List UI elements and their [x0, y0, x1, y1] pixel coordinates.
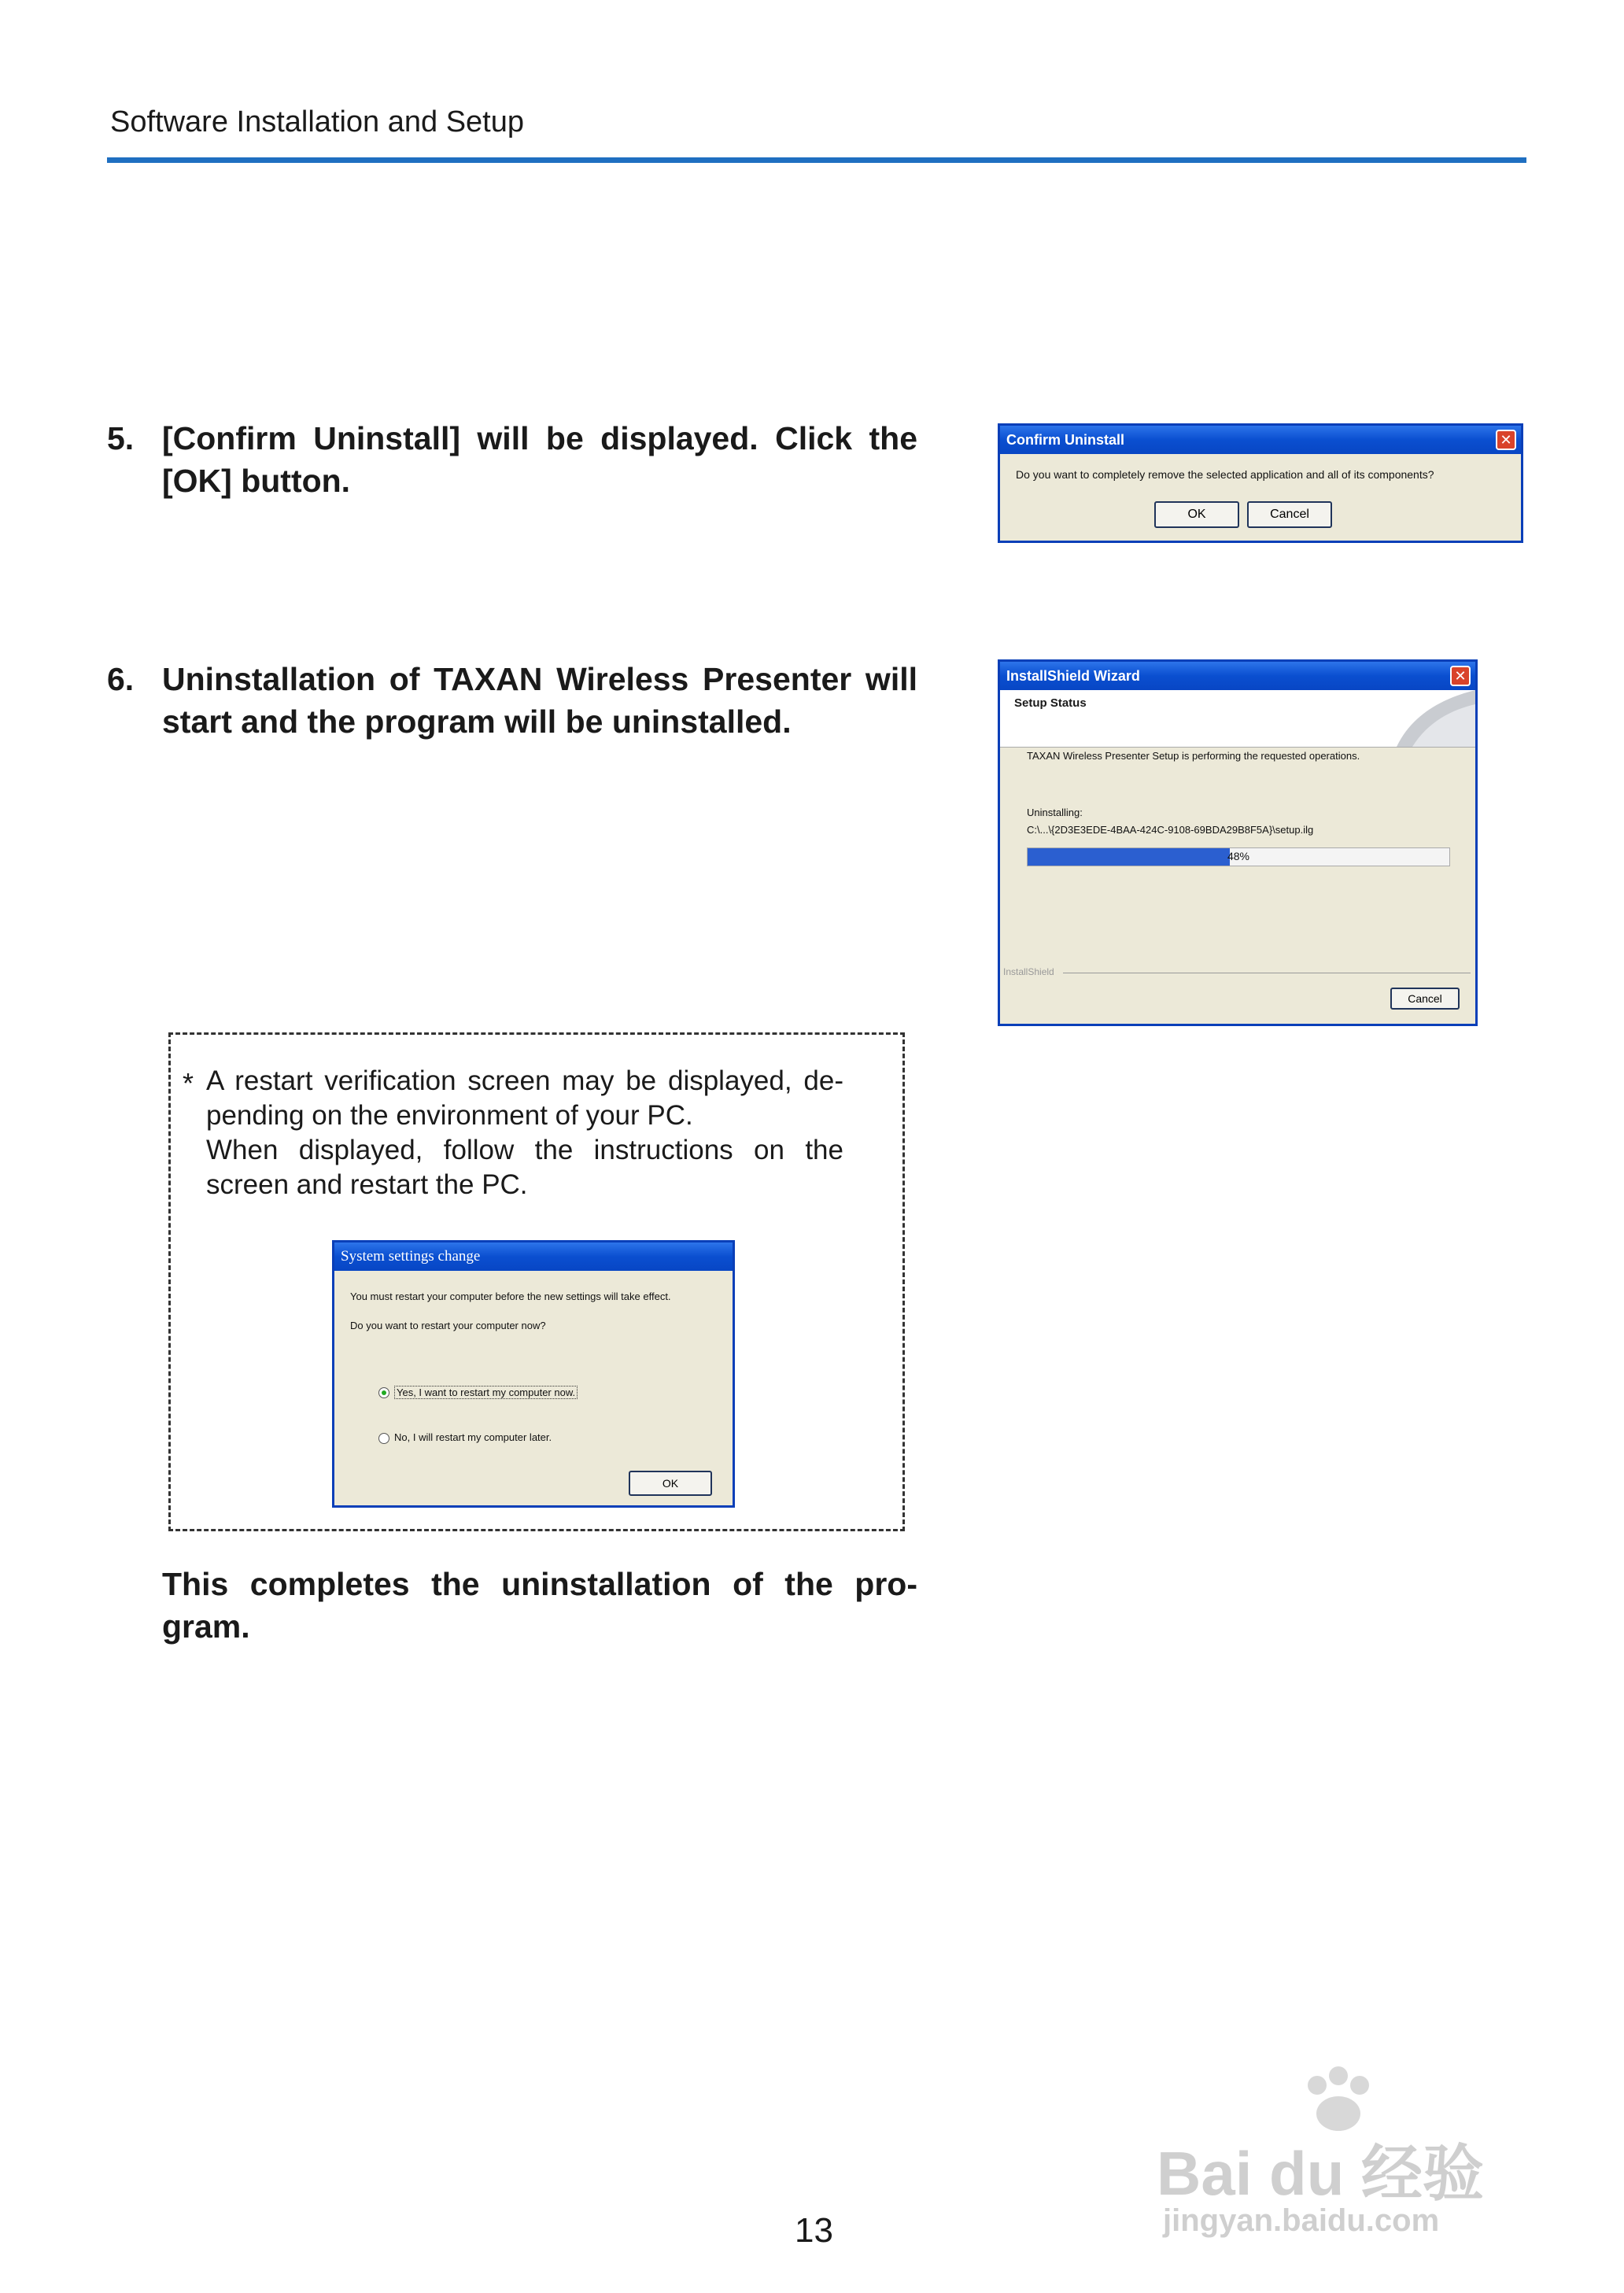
ok-button[interactable]: OK	[629, 1471, 712, 1496]
progress-text: 48%	[1227, 850, 1250, 862]
wizard-path: C:\...\{2D3E3EDE-4BAA-424C-9108-69BDA29B8F5A}\setup.ilg	[1027, 824, 1314, 836]
dialog-message-1: You must restart your computer before the new settings will take effect.	[350, 1291, 671, 1302]
step-number: 6.	[107, 661, 135, 697]
installshield-wizard-dialog	[998, 659, 1478, 1026]
page-number: 13	[795, 2211, 833, 2250]
cancel-button[interactable]: Cancel	[1247, 501, 1332, 528]
cancel-button[interactable]: Cancel	[1390, 988, 1460, 1010]
close-button[interactable]: ✕	[1496, 430, 1516, 450]
watermark-url: jingyan.baidu.com	[1163, 2203, 1440, 2238]
header-title: Software Installation and Setup	[110, 105, 525, 138]
option-no-label: No, I will restart my computer later.	[394, 1431, 552, 1443]
watermark-brand: Bai du 经验	[1157, 2139, 1485, 2208]
wizard-status: TAXAN Wireless Presenter Setup is performing the requested operations.	[1027, 750, 1360, 762]
dialog-title: System settings change	[334, 1243, 733, 1271]
note-line-2: When displayed, follow the instructions on the screen and restart the PC.	[206, 1135, 843, 1200]
radio-icon[interactable]	[378, 1433, 389, 1444]
wizard-action-label: Uninstalling:	[1027, 807, 1083, 818]
wizard-header	[1000, 690, 1475, 748]
step-number: 5.	[107, 420, 135, 456]
wizard-brand: InstallShield	[1003, 966, 1054, 977]
step-6	[107, 658, 917, 752]
header-rule	[107, 157, 1526, 163]
note-line-1: A restart verification screen may be displayed, de-pending on the environment of your PC.	[206, 1065, 843, 1131]
step-text: Uninstallation of TAXAN Wireless Presenter will start and the program will be uninstalled.	[162, 661, 917, 740]
dialog-title: Confirm Uninstall	[1000, 426, 1521, 454]
ok-button[interactable]: OK	[1154, 501, 1239, 528]
option-yes-label: Yes, I want to restart my computer now.	[394, 1386, 578, 1399]
wizard-logo-icon	[1373, 690, 1475, 747]
wizard-subtitle: Setup Status	[1014, 696, 1087, 710]
confirm-uninstall-dialog	[998, 423, 1523, 543]
step-text: [Confirm Uninstall] will be displayed. Click the [OK] button.	[162, 420, 917, 499]
completion-text: This completes the uninstallation of the pro-gram.	[162, 1566, 917, 1645]
dialog-message: Do you want to completely remove the selected application and all of its components?	[1016, 468, 1434, 481]
system-settings-change-dialog	[332, 1240, 735, 1508]
dialog-message-2: Do you want to restart your computer now?	[350, 1320, 546, 1331]
radio-selected-icon[interactable]	[378, 1387, 389, 1398]
close-button[interactable]: ✕	[1450, 666, 1471, 686]
step-5	[107, 417, 917, 511]
note-asterisk: *	[183, 1067, 194, 1099]
dialog-title: InstallShield Wizard	[1000, 662, 1475, 690]
progress-bar	[1027, 847, 1450, 866]
note-text	[206, 1064, 843, 1202]
